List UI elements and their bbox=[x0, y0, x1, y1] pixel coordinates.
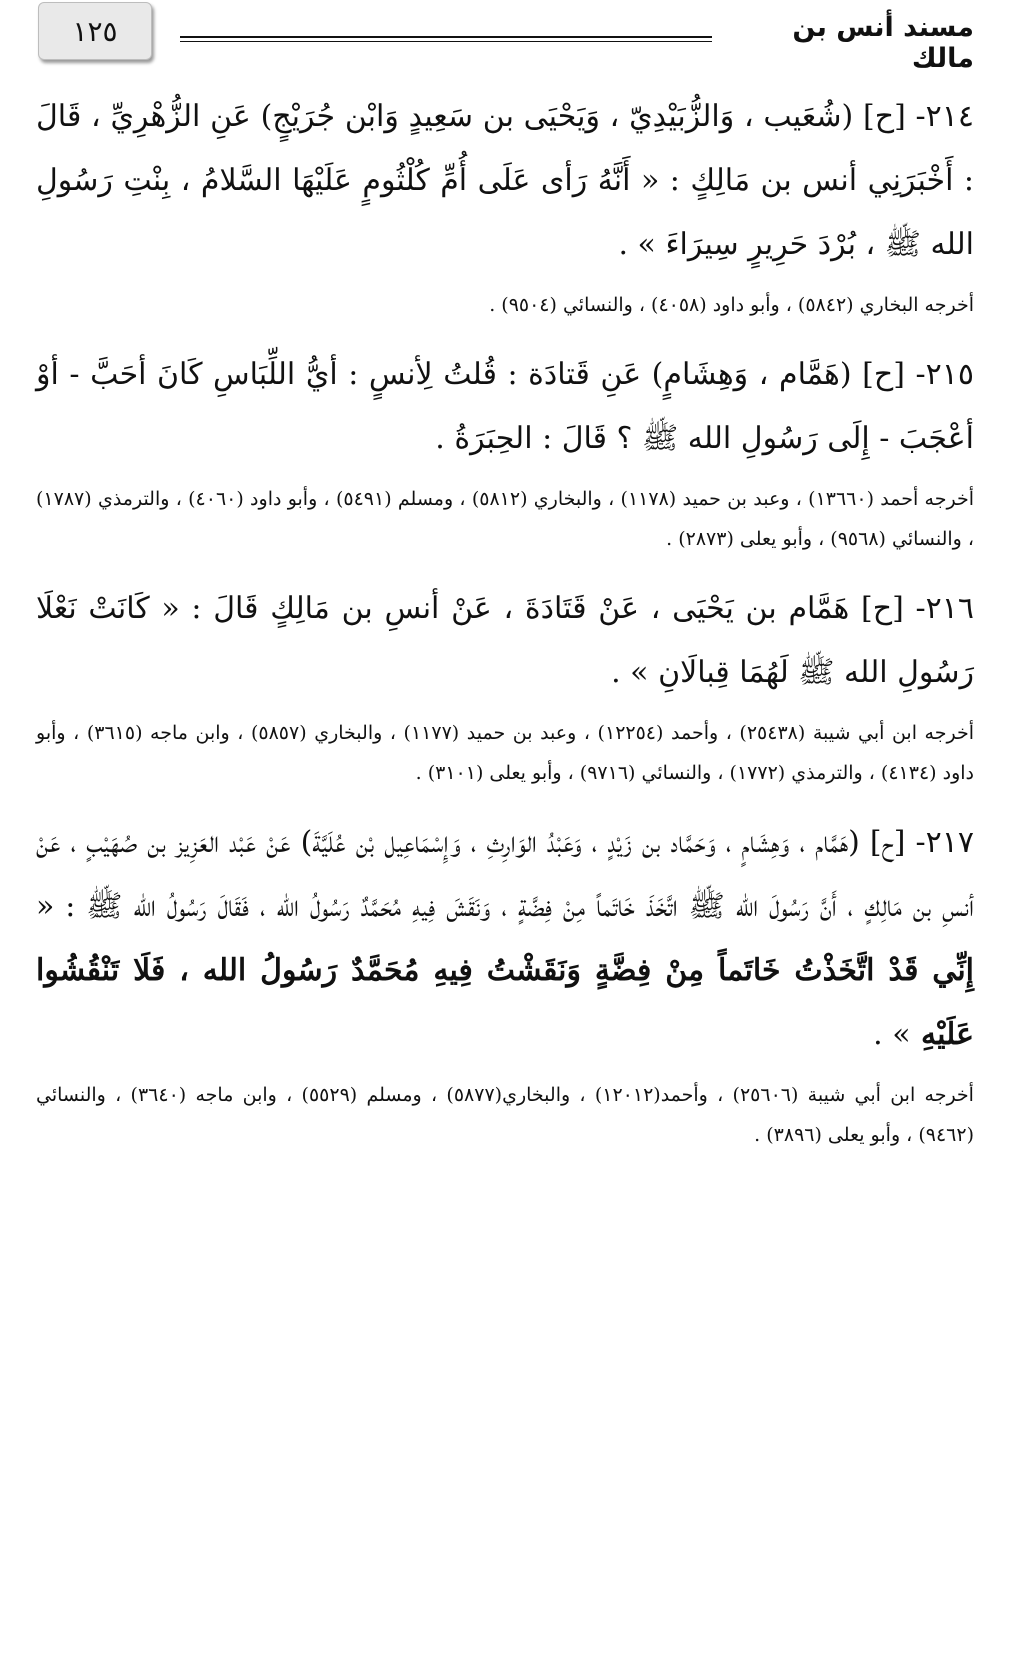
hadith-entry-215 bbox=[36, 343, 974, 559]
running-title: مسند أنس بن مالك bbox=[792, 12, 974, 74]
hadith-text: ٢١٥- [ح] (هَمَّام ، وَهِشَامٍ) عَنِ قَتادَة : قُلتُ لِأنسٍ : أيُّ اللِّبَاسِ كَانَ أحَبَّ - أوْ أعْجَبَ - إِلَى رَسُولِ الله ﷺ ؟ قَالَ : الحِبَرَةُ . bbox=[36, 357, 974, 456]
takhrij-note: أخرجه البخاري (٥٨٤٢) ، وأبو داود (٤٠٥٨) ، والنسائي (٩٥٠٤) . bbox=[489, 294, 974, 316]
hadith-quote-bold: إِنِّي قَدْ اتَّخَذْتُ خَاتَماً مِنْ فِضَّةٍ وَنَقَشْتُ فِيهِ مُحَمَّدٌ رَسُولُ الله ، فَلَا تَنْقُشُوا عَلَيْهِ bbox=[36, 953, 975, 1052]
hadith-text bbox=[36, 811, 974, 1067]
takhrij-note: أخرجه ابن أبي شيبة (٢٥٤٣٨) ، وأحمد (١٢٢٥٤) ، وعبد بن حميد (١١٧٧) ، والبخاري (٥٨٥٧) ، وابن ماجه (٣٦١٥) ، وأبو داود (٤١٣٤) ، والترمذي (١٧٧٢) ، والنسائي (٩٧١٦) ، وأبو يعلى (٣١٠١) . bbox=[36, 722, 974, 784]
takhrij-note: أخرجه ابن أبي شيبة (٢٥٦٠٦) ، وأحمد(١٢٠١٢) ، والبخاري(٥٨٧٧) ، ومسلم (٥٥٢٩) ، وابن ماجه (٣٦٤٠) ، والنسائي (٩٤٦٢) ، وأبو يعلى (٣٨٩٦) . bbox=[36, 1084, 974, 1146]
hadith-narration: ٢١٧- [ح] (هَمَّام ، وَهِشَامٍ ، وَحَمَّاد بن زَيْدٍ ، وَعَبْدُ الوَارِثِ ، وَإِسْمَاعِيل بْن عُلَيَّةَ) عَنْ عَبْد العَزِيز بن صُهَيْبٍ ، عَنْ أنسِ بن مَالِكٍ ، أَنَّ رَسُولَ الله ﷺ اتَّخَذَ خَاتَماً مِنْ فِضَّةٍ ، وَنَقَشَ فِيهِ مُحَمَّدٌ رَسُولُ الله ، فَقَالَ رَسُولُ الله ﷺ : « bbox=[36, 825, 974, 924]
takhrij-note: أخرجه أحمد (١٣٦٦٠) ، وعبد بن حميد (١١٧٨) ، والبخاري (٥٨١٢) ، ومسلم (٥٤٩١) ، وأبو داود (٤٠٦٠) ، والترمذي (١٧٨٧) ، والنسائي (٩٥٦٨) ، وأبو يعلى (٢٨٧٣) . bbox=[36, 488, 974, 550]
header-rule bbox=[180, 36, 712, 42]
hadith-text: ٢١٦- [ح] هَمَّام بن يَحْيَى ، عَنْ قَتَادَةَ ، عَنْ أنسِ بن مَالِكٍ قَالَ : « كَانَتْ نَعْلَا رَسُولِ الله ﷺ لَهُمَا قِبالَانِ » . bbox=[36, 591, 974, 690]
page-number: ١٢٥ bbox=[72, 14, 118, 48]
page-number-badge bbox=[38, 2, 152, 60]
hadith-entry-217 bbox=[36, 811, 974, 1155]
hadith-entry-214 bbox=[36, 85, 974, 325]
hadith-text: ٢١٤- [ح] (شُعَيب ، وَالزُّبَيْدِيّ ، وَيَحْيَى بن سَعِيدٍ وَابْن جُرَيْجٍ) عَنِ الزُّهْرِيِّ ، قَالَ : أَخْبَرَنِي أنس بن مَالِكٍ : « أَنَّهُ رَأى عَلَى أُمِّ كُلْثُومٍ عَلَيْهَا السَّلامُ ، بِنْتِ رَسُولِ الله ﷺ ، بُرْدَ حَرِيرٍ سِيرَاءَ » . bbox=[36, 99, 974, 262]
page-body bbox=[36, 85, 974, 1173]
hadith-entry-216 bbox=[36, 577, 974, 793]
hadith-quote-close: » . bbox=[873, 1017, 911, 1052]
